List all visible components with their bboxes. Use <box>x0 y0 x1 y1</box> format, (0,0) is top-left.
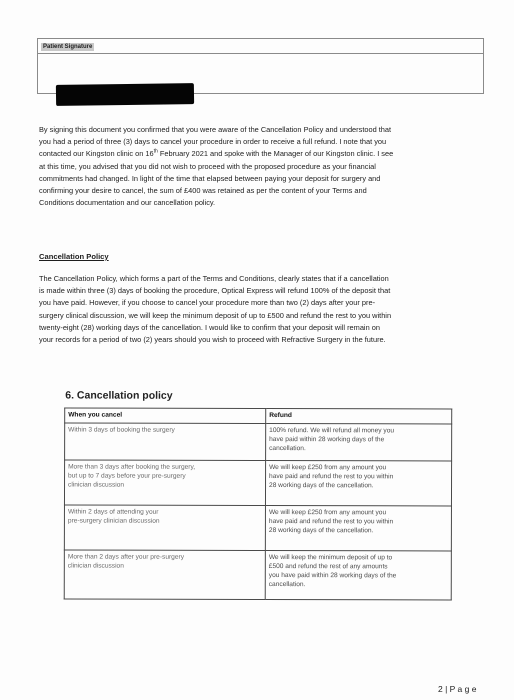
cell-line: pre-surgery clinician discussion <box>67 517 160 525</box>
cell-line: but up to 7 days before your pre-surgery <box>68 472 186 480</box>
cell-line: 28 working days of the cancellation. <box>269 482 374 490</box>
paragraph-2-line-1: The Cancellation Policy, which forms a part of the Terms and Conditions, clearly states that if a cancellation <box>39 274 389 283</box>
paragraph-2-line-6: your records for a period of two (2) years should you wish to proceed with Refractive Surgery in the future. <box>39 335 386 345</box>
cell-line: Within 3 days of booking the surgery <box>68 426 175 434</box>
cell-line: cancellation. <box>269 445 306 453</box>
cell-line: you have paid within 28 working days of the <box>268 572 397 580</box>
header-refund: Refund <box>266 409 452 424</box>
cell-line: have paid and refund the rest to you within <box>269 473 394 481</box>
refund-cell <box>265 461 451 506</box>
cell-line: have paid within 28 working days of the <box>269 436 385 444</box>
cell-line: 28 working days of the cancellation. <box>268 527 374 535</box>
cell-line: Within 2 days of attending your <box>67 508 159 516</box>
scanned-policy-excerpt <box>64 389 467 600</box>
page-number: 2 | P a g e <box>438 684 477 694</box>
paragraph-1-line-2: you had a period of three (3) days to cancel your procedure in order to receive a full refund. I note that you <box>39 137 387 147</box>
cancellation-policy-table <box>64 407 453 600</box>
ordinal-suffix: th <box>153 148 158 155</box>
table-row <box>65 423 452 461</box>
cell-line: clinician discussion <box>67 562 124 570</box>
cancellation-policy-heading: Cancellation Policy <box>39 252 109 261</box>
paragraph-2-line-4: surgery clinical discussion, we will keep the minimum deposit of up to £500 and refund the rest to you within <box>39 310 392 320</box>
paragraph-1-line-3b: February 2021 and spoke with the Manager of our Kingston clinic. I see <box>157 149 394 159</box>
paragraph-1-line-5: commitments had changed. In light of the time that elapsed between paying your deposit for surgery and <box>39 173 381 183</box>
paragraph-2-line-5: twenty-eight (28) working days of the cancellation. I would like to confirm that your deposit will remain on <box>39 322 380 332</box>
cell-line: We will keep £250 from any amount you <box>268 509 387 517</box>
cell-line: cancellation. <box>268 581 306 589</box>
paragraph-1-line-7: Conditions documentation and our cancellation policy. <box>39 198 216 208</box>
signature-box-divider <box>38 53 483 54</box>
paragraph-1-line-3a: contacted our Kingston clinic on 16 <box>39 149 154 159</box>
refund-cell <box>265 506 451 551</box>
body-paragraph-2 <box>39 273 485 346</box>
when-cell <box>64 550 265 600</box>
paragraph-1-line-4: at this time, you advised that you did not wish to proceed with the proposed procedure as your financial <box>39 161 376 171</box>
refund-cell <box>266 424 452 461</box>
when-cell <box>64 505 265 551</box>
paragraph-2-line-2: is made within three (3) days of booking the procedure, Optical Express will refund 100% of the deposit that <box>39 286 391 296</box>
cell-line: We will keep the minimum deposit of up to <box>268 554 393 562</box>
refund-cell <box>265 551 451 600</box>
table-header-row <box>65 408 452 424</box>
table-row <box>64 550 451 600</box>
body-paragraph-1 <box>39 124 485 209</box>
table-row <box>64 460 451 506</box>
cell-line: More than 3 days after booking the surgery, <box>68 463 196 471</box>
patient-signature-label: Patient Signature <box>43 44 93 50</box>
paragraph-2-line-3: you have paid. However, if you choose to cancel your procedure more than two (2) days after your pre- <box>39 298 376 308</box>
paragraph-1-line-6: confirming your desire to cancel, the sum of £400 was retained as per the content of your Terms and <box>39 186 367 196</box>
cell-line: We will keep £250 from any amount you <box>269 464 387 472</box>
paragraph-1-line-1: By signing this document you confirmed that you were aware of the Cancellation Policy and understood that <box>39 125 392 134</box>
redacted-signature <box>56 83 194 106</box>
cell-line: More than 2 days after your pre-surgery <box>67 553 185 561</box>
when-cell <box>64 460 265 506</box>
cell-line: 100% refund. We will refund all money you <box>269 427 395 435</box>
cell-line: have paid and refund the rest to you within <box>268 518 394 526</box>
when-cell <box>65 423 266 461</box>
cell-line: clinician discussion <box>68 481 125 489</box>
header-when-you-cancel: When you cancel <box>65 408 266 424</box>
cell-line: £500 and refund the rest of any amounts <box>268 563 388 571</box>
policy-section-title: 6. Cancellation policy <box>65 389 173 402</box>
table-row <box>64 505 451 551</box>
